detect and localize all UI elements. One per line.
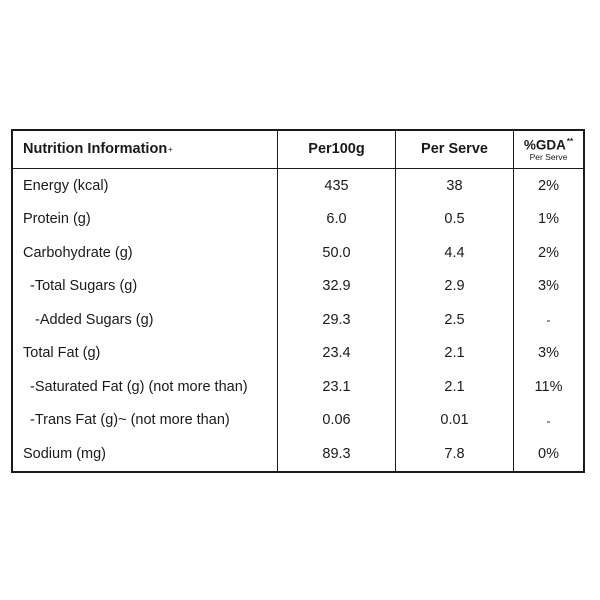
row-serve-trans-fat: 0.01 [396, 404, 514, 438]
row-per100g-carbohydrate: 50.0 [278, 236, 396, 270]
row-per100g-sodium: 89.3 [278, 437, 396, 471]
row-name-saturated-fat: -Saturated Fat (g) (not more than) [13, 370, 278, 404]
header-nutrition-information [13, 131, 278, 169]
header-gda-mark: ** [566, 136, 574, 146]
header-gda-title [524, 138, 573, 152]
row-per100g-saturated-fat: 23.1 [278, 370, 396, 404]
row-name-total-fat: Total Fat (g) [13, 337, 278, 371]
header-per100g: Per100g [278, 131, 396, 169]
row-gda-carbohydrate: 2% [538, 244, 559, 261]
row-per100g-protein: 6.0 [278, 203, 396, 237]
row-per100g-total-sugars: 32.9 [278, 270, 396, 304]
row-serve-carbohydrate: 4.4 [396, 236, 514, 270]
header-per-serve: Per Serve [396, 131, 514, 169]
header-gda-label: %GDA [523, 137, 566, 153]
row-gda-sodium: 0% [538, 445, 559, 462]
row-name-trans-fat: -Trans Fat (g)~ (not more than) [13, 404, 278, 438]
row-per100g-trans-fat: 0.06 [278, 404, 396, 438]
row-name-added-sugars: -Added Sugars (g) [13, 303, 278, 337]
row-name-sodium: Sodium (mg) [13, 437, 278, 471]
row-gda-energy: 2% [538, 177, 559, 194]
header-gda [514, 131, 583, 169]
row-per100g-added-sugars: 29.3 [278, 303, 396, 337]
row-gda-total-sugars: 3% [538, 278, 559, 295]
row-gda-total-fat: 3% [538, 345, 559, 362]
row-gda-protein: 1% [538, 211, 559, 228]
row-per100g-energy: 435 [278, 169, 396, 203]
row-serve-saturated-fat: 2.1 [396, 370, 514, 404]
row-gda-trans-fat: - [546, 413, 551, 428]
row-serve-added-sugars: 2.5 [396, 303, 514, 337]
row-serve-total-sugars: 2.9 [396, 270, 514, 304]
row-serve-energy: 38 [396, 169, 514, 203]
row-serve-sodium: 7.8 [396, 437, 514, 471]
row-name-total-sugars: -Total Sugars (g) [13, 270, 278, 304]
header-name-mark: + [168, 144, 173, 154]
header-gda-subtitle: Per Serve [529, 151, 568, 162]
row-serve-protein: 0.5 [396, 203, 514, 237]
row-name-energy: Energy (kcal) [13, 169, 278, 203]
row-name-protein: Protein (g) [13, 203, 278, 237]
nutrition-table [11, 129, 585, 473]
row-gda-saturated-fat: 11% [534, 378, 563, 395]
header-name-label: Nutrition Information [23, 141, 168, 158]
row-serve-total-fat: 2.1 [396, 337, 514, 371]
row-name-carbohydrate: Carbohydrate (g) [13, 236, 278, 270]
row-gda-added-sugars: - [546, 312, 551, 327]
row-per100g-total-fat: 23.4 [278, 337, 396, 371]
